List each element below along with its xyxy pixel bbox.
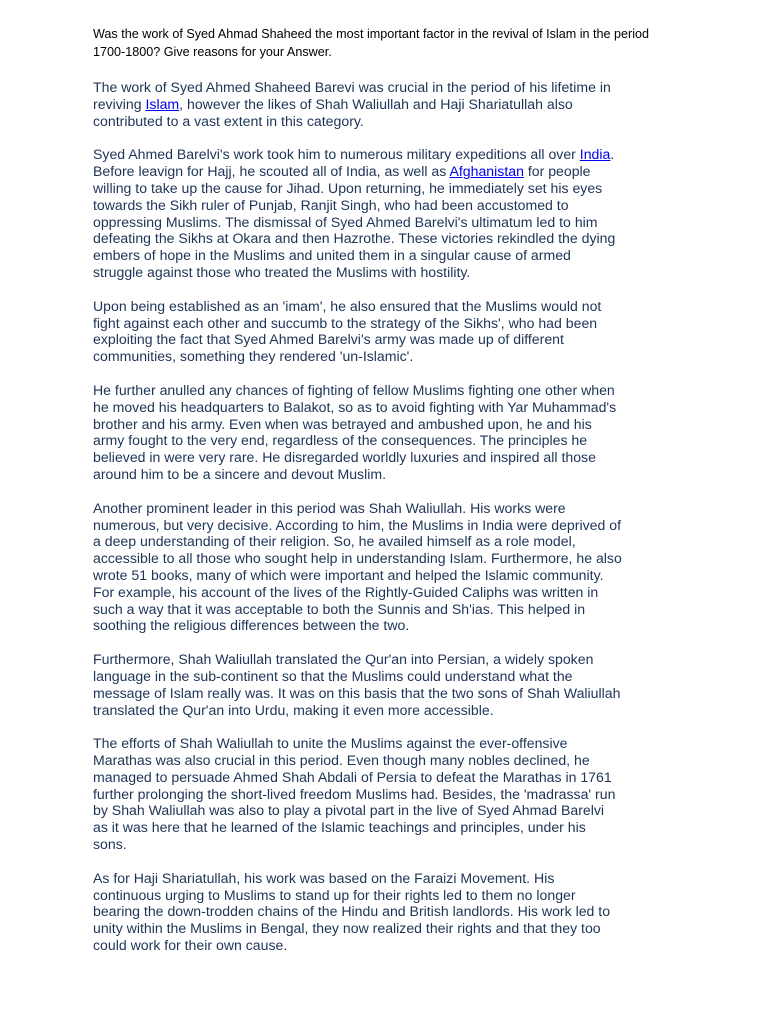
- question-line: 1700-1800? Give reasons for your Answer.: [93, 45, 332, 59]
- text-line: sons.: [93, 836, 127, 853]
- text-line: towards the Sikh ruler of Punjab, Ranjit Singh, who had been accustomed to: [93, 196, 569, 213]
- islam-link[interactable]: Islam: [145, 95, 180, 112]
- text-line: contributed to a vast extent in this category.: [93, 112, 364, 129]
- text-line: message of Islam really was. It was on this basis that the two sons of Shah Waliullah: [93, 684, 621, 701]
- text-segment: Before leavign for Hajj, he scouted all of India, as well as: [93, 163, 450, 180]
- text-line: communities, something they rendered 'un-Islamic'.: [93, 348, 414, 365]
- paragraph-expeditions: [93, 146, 683, 280]
- text-line: Another prominent leader in this period was Shah Waliullah. His works were: [93, 499, 566, 516]
- text-line: exploiting the fact that Syed Ahmed Barelvi's army was made up of different: [93, 331, 564, 348]
- paragraph-balakot: [93, 382, 683, 483]
- text-line: soothing the religious differences between the two.: [93, 617, 410, 634]
- text-line: struggle against those who treated the Muslims with hostility.: [93, 263, 471, 280]
- text-line: believed in were very rare. He disregarded worldly luxuries and inspired all those: [93, 449, 596, 466]
- text-line: defeating the Sikhs at Okara and then Hazrothe. These victories rekindled the dying: [93, 230, 616, 247]
- text-line: as it was here that he learned of the Islamic teachings and principles, under his: [93, 819, 586, 836]
- text-line: language in the sub-continent so that the Muslims could understand what the: [93, 667, 573, 684]
- text-line: such a way that it was acceptable to both the Sunnis and Sh'ias. This helped in: [93, 600, 586, 617]
- india-link[interactable]: India: [579, 146, 611, 163]
- text-line: accessible to all those who sought help in understanding Islam. Furthermore, he also: [93, 550, 622, 567]
- text-line: Furthermore, Shah Waliullah translated the Qur'an into Persian, a widely spoken: [93, 651, 594, 668]
- text-line: Upon being established as an 'imam', he also ensured that the Muslims would not: [93, 297, 602, 314]
- text-segment: reviving: [93, 95, 146, 112]
- text-line: further prolonging the short-lived freedom Muslims had. Besides, the 'madrassa' run: [93, 785, 616, 802]
- paragraph-shah-waliullah: [93, 500, 683, 634]
- text-line: continuous urging to Muslims to stand up for their rights led to them no longer: [93, 886, 576, 903]
- text-line: numerous, but very decisive. According to him, the Muslims in India were deprived of: [93, 516, 621, 533]
- text-line: could work for their own cause.: [93, 937, 288, 954]
- text-line: willing to take up the cause for Jihad. Upon returning, he immediately set his eyes: [93, 179, 603, 196]
- text-line: around him to be a sincere and devout Muslim.: [93, 465, 386, 482]
- text-segment: Syed Ahmed Barelvi's work took him to numerous military expeditions all over: [93, 146, 580, 163]
- paragraph-marathas: [93, 735, 683, 853]
- text-line: brother and his army. Even when was betrayed and ambushed upon, he and his: [93, 415, 592, 432]
- paragraph-haji-shariatullah: [93, 870, 683, 954]
- paragraph-intro: [93, 79, 683, 129]
- text-segment: for people: [523, 163, 591, 180]
- text-line: managed to persuade Ahmed Shah Abdali of Persia to defeat the Marathas in 1761: [93, 768, 612, 785]
- question-heading: [93, 25, 683, 61]
- afghanistan-link[interactable]: Afghanistan: [449, 163, 524, 180]
- text-line: embers of hope in the Muslims and united them in a singular cause of armed: [93, 247, 571, 264]
- text-line: a deep understanding of their religion. So, he availed himself as a role model,: [93, 533, 576, 550]
- text-segment: .: [610, 146, 615, 163]
- paragraph-imam: [93, 298, 683, 365]
- text-line: [93, 163, 683, 180]
- text-line: He further anulled any chances of fighting of fellow Muslims fighting one other when: [93, 381, 615, 398]
- text-line: army fought to the very end, regardless of the consequences. The principles he: [93, 432, 588, 449]
- text-line: translated the Qur'an into Urdu, making it even more accessible.: [93, 701, 494, 718]
- text-line: As for Haji Shariatullah, his work was based on the Faraizi Movement. His: [93, 869, 555, 886]
- essay-body: [93, 79, 683, 971]
- text-line: [93, 96, 683, 113]
- text-line: bearing the down-trodden chains of the Hindu and British landlords. His work led to: [93, 903, 611, 920]
- text-line: The efforts of Shah Waliullah to unite the Muslims against the ever-offensive: [93, 735, 568, 752]
- text-line: The work of Syed Ahmed Shaheed Barevi was crucial in the period of his lifetime in: [93, 79, 611, 95]
- text-segment: , however the likes of Shah Waliullah and Haji Shariatullah also: [179, 95, 573, 112]
- text-line: oppressing Muslims. The dismissal of Syed Ahmed Barelvi's ultimatum led to him: [93, 213, 598, 230]
- text-line: he moved his headquarters to Balakot, so as to avoid fighting with Yar Muhammad's: [93, 398, 617, 415]
- text-line: by Shah Waliullah was also to play a pivotal part in the live of Syed Ahmad Barelvi: [93, 802, 605, 819]
- text-line: wrote 51 books, many of which were important and helped the Islamic community.: [93, 566, 604, 583]
- paragraph-translation: [93, 651, 683, 718]
- text-line: fight against each other and succumb to the strategy of the Sikhs', who had been: [93, 314, 598, 331]
- text-line: Marathas was also crucial in this period. Even though many nobles declined, he: [93, 752, 590, 769]
- text-line: [93, 146, 683, 163]
- text-line: unity within the Muslims in Bengal, they now realized their rights and that they too: [93, 920, 601, 937]
- text-line: For example, his account of the lives of the Rightly-Guided Caliphs was written in: [93, 583, 599, 600]
- question-line: Was the work of Syed Ahmad Shaheed the most important factor in the revival of Islam in the period: [93, 27, 650, 41]
